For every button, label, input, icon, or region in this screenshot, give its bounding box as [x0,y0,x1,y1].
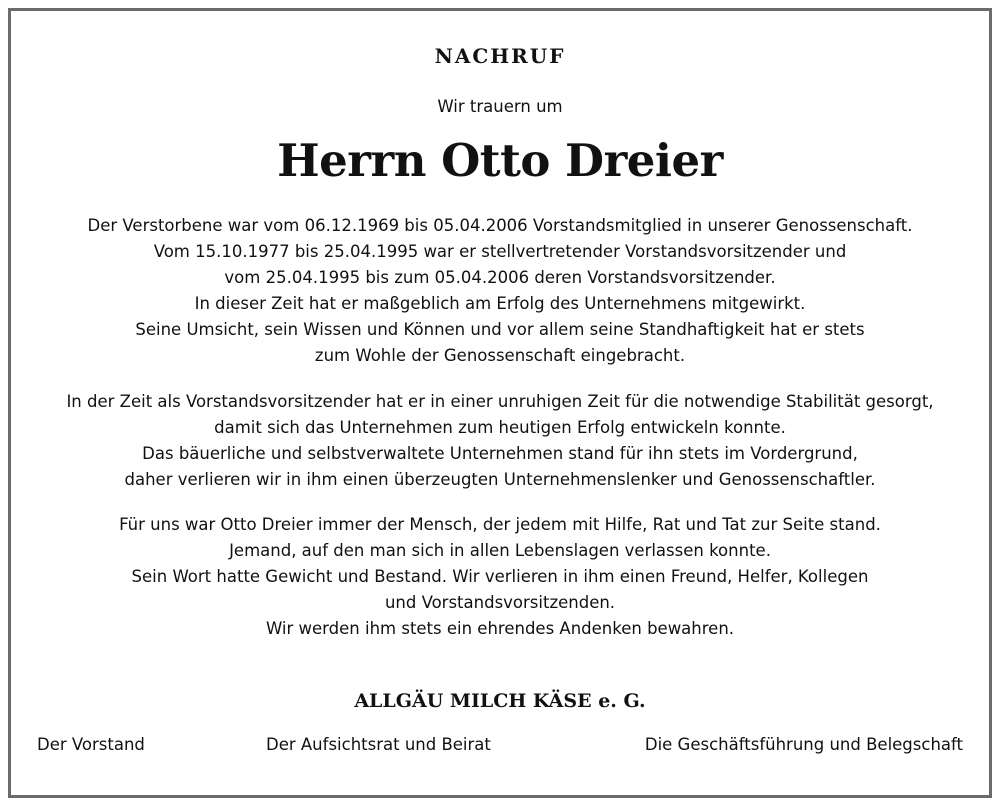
notice-intro: Wir trauern um [437,97,563,116]
paragraph-leadership [20,389,980,493]
text-line: Vom 15.10.1977 bis 25.04.1995 war er stellvertretender Vorstandsvorsitzender und [153,242,847,261]
company-name: ALLGÄU MILCH KÄSE e. G. [354,690,646,712]
signature-board: Der Vorstand [37,735,145,754]
text-line: Für uns war Otto Dreier immer der Mensch, der jedem mit Hilfe, Rat und Tat zur Seite stand. [119,515,881,534]
notice-heading: NACHRUF [434,44,566,68]
text-line: Sein Wort hatte Gewicht und Bestand. Wir verlieren in ihm einen Freund, Helfer, Kollegen [131,567,869,586]
paragraph-tribute [20,512,980,642]
text-line: In der Zeit als Vorstandsvorsitzender hat er in einer unruhigen Zeit für die notwendige Stabilität gesorgt, [66,392,934,411]
text-line: und Vorstandsvorsitzenden. [384,593,616,612]
text-line: Das bäuerliche und selbstverwaltete Unternehmen stand für ihn stets im Vordergrund, [142,444,858,463]
deceased-name: Herrn Otto Dreier [277,134,723,187]
signature-supervisory-board: Der Aufsichtsrat und Beirat [266,735,491,754]
text-line: damit sich das Unternehmen zum heutigen Erfolg entwickeln konnte. [214,418,786,437]
text-line: Seine Umsicht, sein Wissen und Können und vor allem seine Standhaftigkeit hat er stets [135,320,865,339]
text-line: In dieser Zeit hat er maßgeblich am Erfolg des Unternehmens mitgewirkt. [194,294,806,313]
text-line: Jemand, auf den man sich in allen Lebenslagen verlassen konnte. [229,541,771,560]
paragraph-career [20,213,980,369]
text-line: vom 25.04.1995 bis zum 05.04.2006 deren Vorstandsvorsitzender. [224,268,776,287]
text-line: Der Verstorbene war vom 06.12.1969 bis 05.04.2006 Vorstandsmitglied in unserer Genossenschaft. [87,216,913,235]
text-line: Wir werden ihm stets ein ehrendes Andenken bewahren. [265,619,735,638]
text-line: zum Wohle der Genossenschaft eingebracht. [314,346,686,365]
signature-management-staff: Die Geschäftsführung und Belegschaft [644,735,963,754]
text-line: daher verlieren wir in ihm einen überzeugten Unternehmenslenker und Genossenschaftler. [124,470,876,489]
